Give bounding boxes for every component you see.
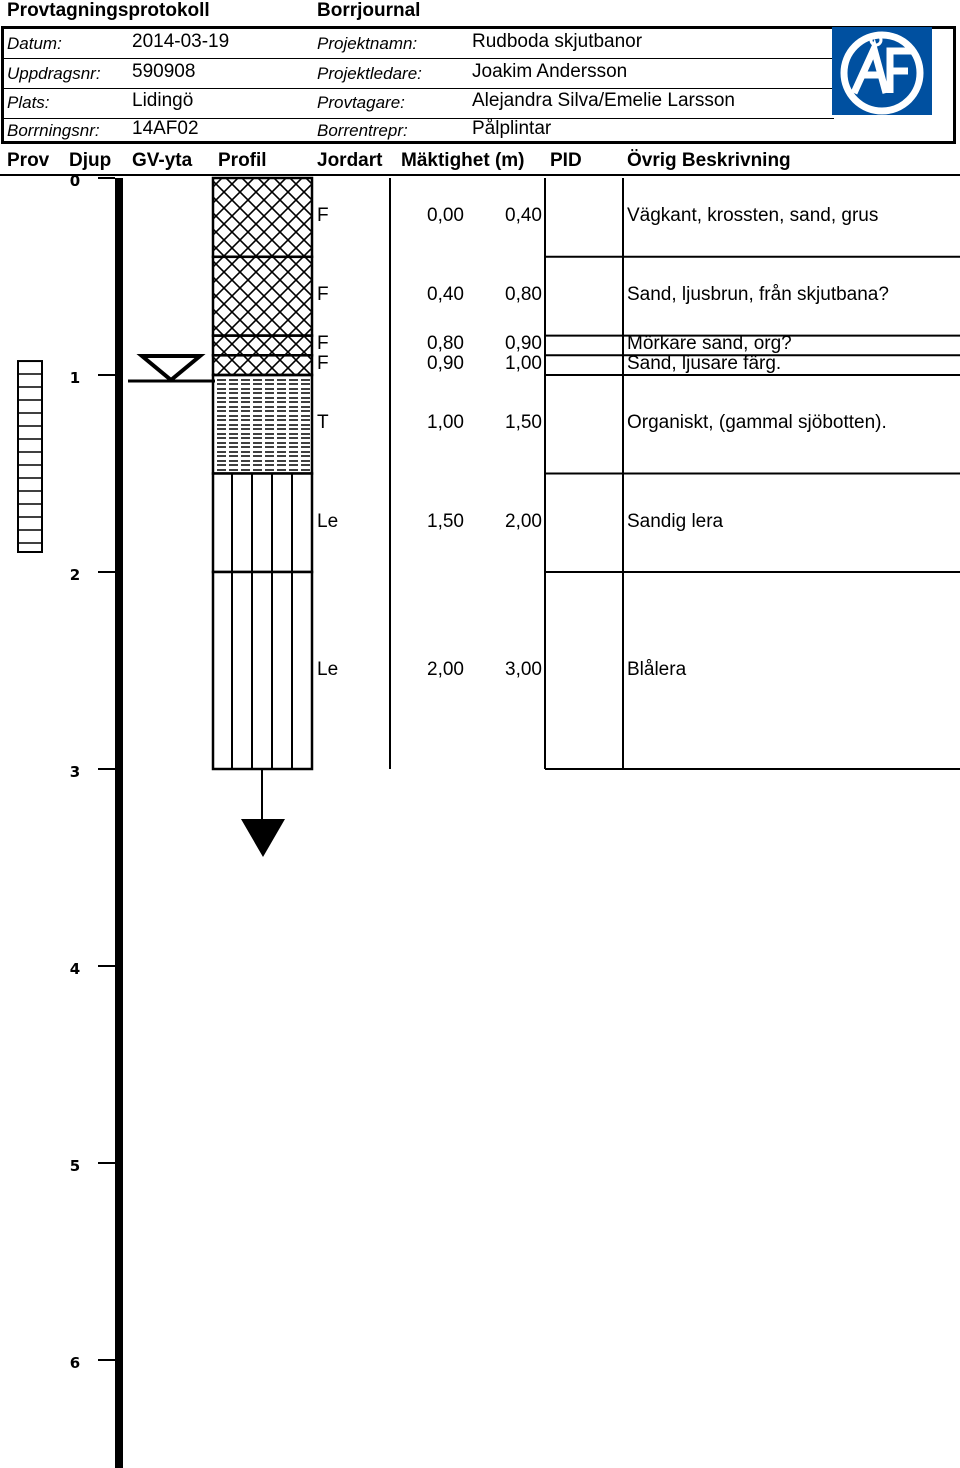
sampler-value: Alejandra Silva/Emelie Larsson — [472, 90, 735, 111]
layer-jordart: Le — [317, 658, 339, 680]
depth-tick-label: 4 — [69, 960, 81, 978]
layer-depth-to: 3,00 — [505, 658, 542, 680]
layer-depth-to: 0,80 — [505, 284, 542, 306]
depth-axis-bar — [115, 178, 123, 1468]
layer-depth-to: 0,40 — [505, 205, 542, 227]
drilling-contractor-value: Pålplintar — [472, 118, 552, 139]
col-header-maktighet: Mäktighet (m) — [401, 150, 525, 171]
groundwater-triangle-icon — [142, 356, 200, 380]
sampler-label: Provtagare: — [317, 93, 405, 112]
assignment-number-label: Uppdragsnr: — [7, 64, 101, 83]
col-header-djup: Djup — [69, 150, 112, 171]
col-header-gv-yta: GV-yta — [132, 150, 193, 171]
layer-description: Sand, ljusbrun, från skjutbana? — [627, 284, 889, 306]
profile-layer — [213, 257, 312, 336]
layer-jordart: F — [317, 353, 329, 375]
layer-depth-from: 1,50 — [427, 510, 464, 532]
layer-depth-from: 0,90 — [427, 353, 464, 375]
col-header-profil: Profil — [218, 150, 267, 171]
profile-layer — [213, 572, 312, 769]
profile-layer — [213, 336, 312, 356]
depth-tick-label: 6 — [69, 1354, 81, 1372]
layer-depth-to: 1,50 — [505, 412, 542, 434]
layer-jordart: Le — [317, 510, 339, 532]
layer-depth-from: 0,00 — [427, 205, 464, 227]
layer-jordart: F — [317, 205, 329, 227]
place-label: Plats: — [7, 93, 50, 112]
project-name-value: Rudboda skjutbanor — [472, 31, 643, 52]
layer-description: Sand, ljusare färg. — [627, 353, 782, 375]
project-name-label: Projektnamn: — [317, 34, 418, 53]
layer-depth-from: 0,40 — [427, 284, 464, 306]
layer-depth-from: 1,00 — [427, 412, 464, 434]
layer-description: Blålera — [627, 658, 687, 680]
layer-depth-to: 0,90 — [505, 333, 542, 355]
col-header-jordart: Jordart — [317, 150, 383, 171]
project-manager-value: Joakim Andersson — [472, 61, 628, 82]
layer-depth-from: 0,80 — [427, 333, 464, 355]
end-of-boring-icon — [241, 819, 285, 857]
layer-depth-to: 2,00 — [505, 510, 542, 532]
layer-jordart: F — [317, 284, 329, 306]
protocol-title: Provtagningsprotokoll — [7, 0, 210, 21]
place-value: Lidingö — [132, 90, 194, 111]
col-header-pid: PID — [550, 150, 582, 171]
layer-depth-to: 1,00 — [505, 353, 542, 375]
depth-tick-label: 0 — [69, 172, 81, 190]
boring-number-value: 14AF02 — [132, 118, 199, 139]
drilling-contractor-label: Borrentrepr: — [317, 121, 408, 140]
layer-description: Organiskt, (gammal sjöbotten). — [627, 412, 887, 434]
depth-tick-label: 3 — [69, 763, 81, 781]
layer-depth-from: 2,00 — [427, 658, 464, 680]
date-value: 2014-03-19 — [132, 31, 230, 52]
depth-tick-label: 2 — [69, 566, 81, 584]
layer-jordart: T — [317, 412, 329, 434]
col-header-prov: Prov — [7, 150, 50, 171]
profile-layer — [213, 355, 312, 375]
project-manager-label: Projektledare: — [317, 64, 422, 83]
depth-tick-label: 5 — [69, 1157, 81, 1175]
sample-column — [18, 361, 42, 552]
date-label: Datum: — [7, 34, 62, 53]
profile-layer — [213, 375, 312, 474]
depth-tick-label: 1 — [69, 369, 81, 387]
layer-description: Mörkare sand, org? — [627, 333, 792, 355]
layer-description: Sandig lera — [627, 510, 724, 532]
col-header-beskrivning: Övrig Beskrivning — [627, 150, 791, 171]
profile-layer — [213, 474, 312, 573]
profile-layer — [213, 178, 312, 257]
boring-number-label: Borrningsnr: — [7, 121, 100, 140]
journal-title: Borrjournal — [317, 0, 421, 21]
assignment-number-value: 590908 — [132, 61, 196, 82]
layer-description: Vägkant, krossten, sand, grus — [627, 205, 879, 227]
layer-jordart: F — [317, 333, 329, 355]
